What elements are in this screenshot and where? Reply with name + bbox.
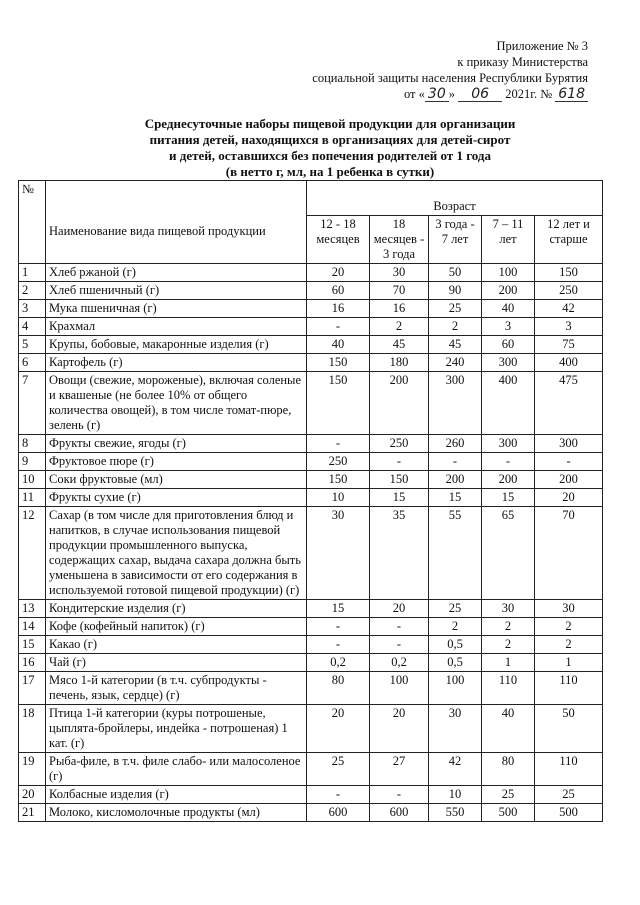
table-row	[19, 489, 603, 507]
norm-value: 1	[535, 654, 603, 672]
title-line-2: питания детей, находящихся в организациях для детей-сирот	[149, 132, 511, 147]
row-number: 9	[19, 453, 46, 471]
norm-value: 20	[535, 489, 603, 507]
product-name: Хлеб ржаной (г)	[46, 264, 307, 282]
norm-value: 25	[482, 786, 535, 804]
norm-value: 250	[307, 453, 370, 471]
norm-value: -	[370, 786, 429, 804]
table-row	[19, 372, 603, 435]
product-name: Рыба-филе, в т.ч. филе слабо- или малосоленое (г)	[46, 753, 307, 786]
norm-value: 3	[535, 318, 603, 336]
row-number: 21	[19, 804, 46, 822]
product-name: Фрукты свежие, ягоды (г)	[46, 435, 307, 453]
norm-value: 20	[370, 600, 429, 618]
table-row	[19, 636, 603, 654]
row-number: 1	[19, 264, 46, 282]
row-number: 10	[19, 471, 46, 489]
norm-value: 16	[307, 300, 370, 318]
norm-value: 15	[429, 489, 482, 507]
norm-value: -	[307, 786, 370, 804]
table-row	[19, 453, 603, 471]
row-number: 11	[19, 489, 46, 507]
norm-value: 60	[482, 336, 535, 354]
product-name: Крахмал	[46, 318, 307, 336]
norm-value: 40	[482, 300, 535, 318]
row-number: 16	[19, 654, 46, 672]
product-name: Мука пшеничная (г)	[46, 300, 307, 318]
norm-value: 40	[482, 705, 535, 753]
table-row	[19, 300, 603, 318]
product-name: Кофе (кофейный напиток) (г)	[46, 618, 307, 636]
norm-value: 80	[482, 753, 535, 786]
norm-value: 25	[535, 786, 603, 804]
norm-value: 100	[429, 672, 482, 705]
norm-value: 150	[307, 471, 370, 489]
norm-value: 0,5	[429, 636, 482, 654]
norm-value: 200	[535, 471, 603, 489]
row-number: 17	[19, 672, 46, 705]
product-name: Картофель (г)	[46, 354, 307, 372]
product-name: Крупы, бобовые, макаронные изделия (г)	[46, 336, 307, 354]
table-row	[19, 786, 603, 804]
table-row	[19, 753, 603, 786]
norm-value: -	[307, 618, 370, 636]
norm-value: 10	[429, 786, 482, 804]
norm-value: 110	[535, 672, 603, 705]
header-number: №	[19, 181, 46, 264]
row-number: 3	[19, 300, 46, 318]
norm-value: -	[370, 453, 429, 471]
norm-value: 0,2	[307, 654, 370, 672]
norm-value: -	[535, 453, 603, 471]
product-name: Птица 1-й категории (куры потрошеные, цыплята-бройлеры, индейка - потрошеная) 1 кат. (г)	[46, 705, 307, 753]
norm-value: -	[370, 636, 429, 654]
norm-value: 250	[370, 435, 429, 453]
table-row	[19, 336, 603, 354]
title-line-4: (в нетто г, мл, на 1 ребенка в сутки)	[225, 164, 435, 179]
norm-value: 30	[370, 264, 429, 282]
norm-value: 75	[535, 336, 603, 354]
norm-value: 100	[482, 264, 535, 282]
row-number: 4	[19, 318, 46, 336]
order-date-line	[312, 86, 588, 102]
header-product-name	[46, 181, 307, 264]
product-name: Кондитерские изделия (г)	[46, 600, 307, 618]
norm-value: 50	[535, 705, 603, 753]
row-number: 5	[19, 336, 46, 354]
norm-value: 65	[482, 507, 535, 600]
row-number: 19	[19, 753, 46, 786]
date-prefix: от «	[403, 87, 425, 101]
product-name: Молоко, кисломолочные продукты (мл)	[46, 804, 307, 822]
header-age-12-18m: 12 - 18 месяцев	[307, 216, 370, 264]
product-name: Какао (г)	[46, 636, 307, 654]
norm-value: 2	[535, 618, 603, 636]
norm-value: 475	[535, 372, 603, 435]
table-row	[19, 600, 603, 618]
norm-value: 400	[535, 354, 603, 372]
norm-value: 200	[482, 471, 535, 489]
table-row	[19, 705, 603, 753]
norm-value: 150	[370, 471, 429, 489]
table-row	[19, 804, 603, 822]
norm-value: 2	[370, 318, 429, 336]
table-row	[19, 471, 603, 489]
table-row	[19, 264, 603, 282]
product-name: Фрукты сухие (г)	[46, 489, 307, 507]
norm-value: 80	[307, 672, 370, 705]
row-number: 15	[19, 636, 46, 654]
norm-value: 100	[370, 672, 429, 705]
norm-value: 110	[482, 672, 535, 705]
norm-value: 50	[429, 264, 482, 282]
norm-value: 550	[429, 804, 482, 822]
table-row	[19, 435, 603, 453]
norm-value: 42	[429, 753, 482, 786]
norm-value: 10	[307, 489, 370, 507]
norm-value: 200	[370, 372, 429, 435]
norm-value: 150	[307, 354, 370, 372]
row-number: 18	[19, 705, 46, 753]
norm-value: 45	[429, 336, 482, 354]
title-line-1: Среднесуточные наборы пищевой продукции для организации	[144, 116, 516, 131]
header-age-group: Возраст	[307, 181, 603, 216]
norm-value: 60	[307, 282, 370, 300]
row-number: 12	[19, 507, 46, 600]
norm-value: 35	[370, 507, 429, 600]
norm-value: 600	[307, 804, 370, 822]
product-name: Соки фруктовые (мл)	[46, 471, 307, 489]
norm-value: 55	[429, 507, 482, 600]
norm-value: 30	[482, 600, 535, 618]
norm-value: 20	[307, 705, 370, 753]
table-row	[19, 672, 603, 705]
norm-value: 300	[535, 435, 603, 453]
norm-value: 2	[429, 318, 482, 336]
norm-value: 25	[429, 300, 482, 318]
product-name: Овощи (свежие, мороженые), включая соленые и квашеные (не более 10% от общего количества овощей), в том числе томат-пюре, зелень (г)	[46, 372, 307, 435]
norm-value: 150	[307, 372, 370, 435]
product-name: Сахар (в том числе для приготовления блюд и напитков, в случае использования пищевой продукции промышленного выпуска, содержащих сахар, выдача сахара должна быть уменьшена в зависимости от его содержания в используемой готовой пищевой продукции) (г)	[46, 507, 307, 600]
norm-value: 16	[370, 300, 429, 318]
product-name: Фруктовое пюре (г)	[46, 453, 307, 471]
header-age-3-7y: 3 года - 7 лет	[429, 216, 482, 264]
row-number: 13	[19, 600, 46, 618]
norm-value: 70	[535, 507, 603, 600]
table-row	[19, 318, 603, 336]
header-age-7-11y: 7 – 11 лет	[482, 216, 535, 264]
norm-value: 90	[429, 282, 482, 300]
header-product-name-text: Наименование вида пищевой продукции	[49, 224, 266, 238]
norm-value: 2	[482, 618, 535, 636]
norm-value: 180	[370, 354, 429, 372]
appendix-header	[312, 38, 588, 102]
document-title	[60, 116, 600, 180]
norm-value: 15	[482, 489, 535, 507]
norm-value: 40	[307, 336, 370, 354]
table-body	[19, 264, 603, 822]
norm-value: 2	[429, 618, 482, 636]
norm-value: 30	[535, 600, 603, 618]
row-number: 20	[19, 786, 46, 804]
appendix-line-3: социальной защиты населения Республики Бурятия	[312, 71, 588, 85]
norm-value: 110	[535, 753, 603, 786]
norm-value: -	[429, 453, 482, 471]
product-name: Мясо 1-й категории (в т.ч. субпродукты - печень, язык, сердце) (г)	[46, 672, 307, 705]
norm-value: 15	[307, 600, 370, 618]
norm-value: 30	[429, 705, 482, 753]
norm-value: -	[307, 636, 370, 654]
table-row	[19, 618, 603, 636]
norm-value: 27	[370, 753, 429, 786]
row-number: 6	[19, 354, 46, 372]
order-month: 06	[458, 88, 502, 102]
table-row	[19, 654, 603, 672]
header-age-18m-3y: 18 месяцев - 3 года	[370, 216, 429, 264]
norm-value: 15	[370, 489, 429, 507]
row-number: 14	[19, 618, 46, 636]
row-number: 2	[19, 282, 46, 300]
product-name: Колбасные изделия (г)	[46, 786, 307, 804]
norm-value: 2	[535, 636, 603, 654]
order-year: 2021г. №	[505, 87, 553, 101]
norm-value: 25	[307, 753, 370, 786]
norm-value: 45	[370, 336, 429, 354]
norm-value: 150	[535, 264, 603, 282]
norm-value: -	[307, 435, 370, 453]
order-number: 618	[555, 88, 588, 102]
norm-value: 70	[370, 282, 429, 300]
norm-value: 30	[307, 507, 370, 600]
row-number: 8	[19, 435, 46, 453]
norm-value: 42	[535, 300, 603, 318]
norm-value: 0,2	[370, 654, 429, 672]
norm-value: 3	[482, 318, 535, 336]
norm-value: 400	[482, 372, 535, 435]
date-close-quote: »	[448, 87, 455, 101]
norm-value: 2	[482, 636, 535, 654]
title-line-3: и детей, оставшихся без попечения родителей от 1 года	[169, 148, 491, 163]
table-row	[19, 507, 603, 600]
norm-value: 260	[429, 435, 482, 453]
norm-value: 240	[429, 354, 482, 372]
norm-value: 200	[482, 282, 535, 300]
norm-value: -	[370, 618, 429, 636]
product-name: Чай (г)	[46, 654, 307, 672]
norm-value: 1	[482, 654, 535, 672]
norm-value: 25	[429, 600, 482, 618]
norm-value: 500	[535, 804, 603, 822]
table-row	[19, 354, 603, 372]
norm-value: -	[307, 318, 370, 336]
norm-value: 300	[482, 435, 535, 453]
table-row	[19, 282, 603, 300]
norm-value: 500	[482, 804, 535, 822]
norm-value: 600	[370, 804, 429, 822]
norm-value: 20	[370, 705, 429, 753]
header-age-12plus: 12 лет и старше	[535, 216, 603, 264]
norms-table	[18, 180, 603, 822]
appendix-line-1: Приложение № 3	[496, 39, 588, 53]
norm-value: 0,5	[429, 654, 482, 672]
row-number: 7	[19, 372, 46, 435]
norm-value: 200	[429, 471, 482, 489]
norm-value: 250	[535, 282, 603, 300]
order-day: 30	[425, 88, 449, 102]
appendix-line-2: к приказу Министерства	[457, 55, 588, 69]
norm-value: 300	[482, 354, 535, 372]
product-name: Хлеб пшеничный (г)	[46, 282, 307, 300]
norm-value: 20	[307, 264, 370, 282]
norm-value: -	[482, 453, 535, 471]
norm-value: 300	[429, 372, 482, 435]
